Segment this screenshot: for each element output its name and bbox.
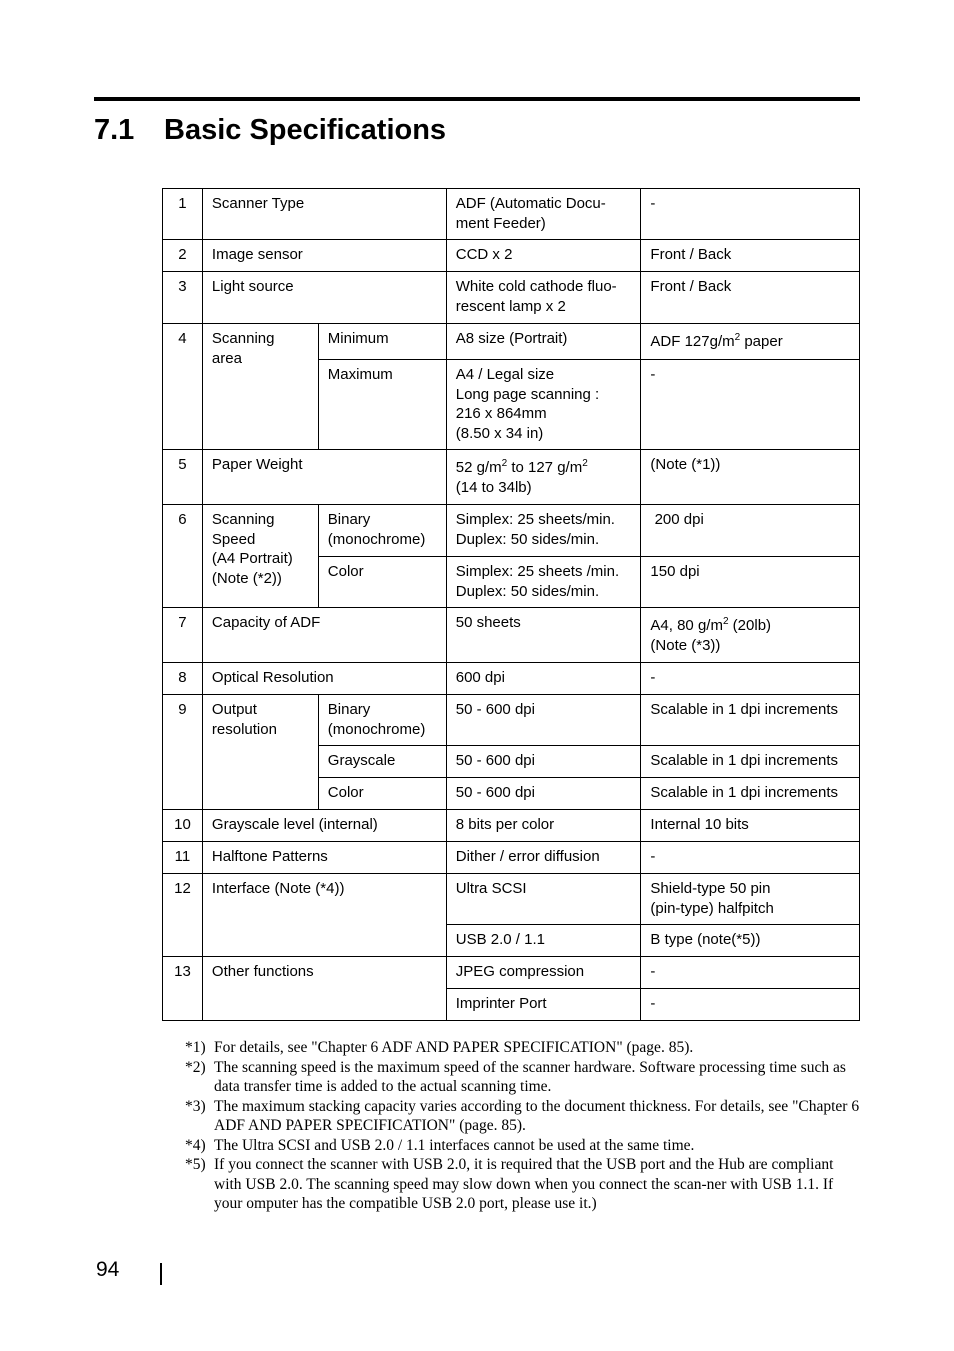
spec-value: White cold cathode fluo- rescent lamp x 2 [446, 272, 641, 324]
spec-item: Scanning Speed (A4 Portrait) (Note (*2)) [202, 505, 318, 608]
spec-remark: Scalable in 1 dpi increments [641, 778, 860, 810]
spec-value: 50 - 600 dpi [446, 778, 641, 810]
spec-value: 600 dpi [446, 663, 641, 695]
table-row [163, 608, 860, 663]
row-number: 8 [163, 663, 203, 695]
section-title-text: Basic Specifications [164, 114, 447, 146]
footnote [185, 1097, 860, 1136]
spec-remark: Front / Back [641, 272, 860, 324]
spec-value: A8 size (Portrait) [446, 324, 641, 360]
spec-remark: - [641, 189, 860, 240]
table-row [163, 189, 860, 240]
footnote-mark: *2) [185, 1058, 206, 1076]
table-row [163, 842, 860, 874]
spec-value: CCD x 2 [446, 240, 641, 272]
row-number: 13 [163, 957, 203, 1021]
spec-subitem: Binary (monochrome) [318, 695, 446, 746]
row-number: 1 [163, 189, 203, 240]
footnote-text: The maximum stacking capacity varies according to the document thickness. For details, see "Chapter 6 ADF AND PAPER SPECIFICATION" (page. 85). [214, 1097, 860, 1134]
spec-item: Paper Weight [202, 450, 446, 505]
footnote-mark: *3) [185, 1097, 206, 1115]
row-number: 7 [163, 608, 203, 663]
spec-remark: Shield-type 50 pin (pin-type) halfpitch [641, 874, 860, 925]
page-number: 94 [96, 1258, 120, 1281]
spec-value: 50 - 600 dpi [446, 746, 641, 778]
spec-remark: Front / Back [641, 240, 860, 272]
spec-remark: Scalable in 1 dpi increments [641, 746, 860, 778]
table-row [163, 695, 860, 746]
footnote-text: For details, see "Chapter 6 ADF AND PAPER SPECIFICATION" (page. 85). [214, 1039, 694, 1056]
table-row [163, 874, 860, 925]
footnote-mark: *4) [185, 1136, 206, 1154]
footnote [185, 1038, 860, 1058]
row-number: 5 [163, 450, 203, 505]
table-row [163, 272, 860, 324]
footnote-text: The Ultra SCSI and USB 2.0 / 1.1 interfaces cannot be used at the same time. [214, 1136, 695, 1154]
spec-remark: ADF $127g/m^2$ paper [641, 324, 860, 360]
table-row [163, 663, 860, 695]
spec-value: 50 - 600 dpi [446, 695, 641, 746]
footnote [185, 1058, 860, 1097]
spec-item: Grayscale level (internal) [202, 810, 446, 842]
footnote [185, 1155, 860, 1214]
spec-remark: - [641, 360, 860, 450]
spec-item: Scanner Type [202, 189, 446, 240]
spec-remark: A4, 80 $g/m^2$ (20lb) (Note (*3)) [641, 608, 860, 663]
section-number: 7.1 [94, 114, 135, 146]
spec-value: Simplex: 25 sheets /min. Duplex: 50 sides/min. [446, 557, 641, 608]
spec-remark: 200 dpi [641, 505, 860, 557]
row-number: 6 [163, 505, 203, 608]
spec-subitem: Binary (monochrome) [318, 505, 446, 557]
spec-value: Ultra SCSI [446, 874, 641, 925]
row-number: 3 [163, 272, 203, 324]
spec-item: Output resolution [202, 695, 318, 810]
spec-subitem: Minimum [318, 324, 446, 360]
spec-remark: - [641, 989, 860, 1021]
spec-value: Simplex: 25 sheets/min. Duplex: 50 sides/min. [446, 505, 641, 557]
spec-item: Optical Resolution [202, 663, 446, 695]
row-number: 12 [163, 874, 203, 957]
spec-value: A4 / Legal size Long page scanning : 216 x 864mm (8.50 x 34 in) [446, 360, 641, 450]
table-row [163, 324, 860, 360]
section-title [94, 114, 446, 147]
spec-subitem: Maximum [318, 360, 446, 450]
table-row [163, 957, 860, 989]
page-number-divider [160, 1263, 162, 1285]
spec-item: Scanning area [202, 324, 318, 450]
spec-remark: - [641, 842, 860, 874]
spec-remark: B type (note(*5)) [641, 925, 860, 957]
table-row [163, 810, 860, 842]
footnote-mark: *5) [185, 1156, 206, 1173]
row-number: 4 [163, 324, 203, 450]
spec-item: Interface (Note (*4)) [202, 874, 446, 957]
footnote [185, 1136, 860, 1156]
spec-remark: 150 dpi [641, 557, 860, 608]
spec-remark: - [641, 957, 860, 989]
spec-remark: - [641, 663, 860, 695]
spec-value: Dither / error diffusion [446, 842, 641, 874]
spec-item: Image sensor [202, 240, 446, 272]
spec-value: 50 sheets [446, 608, 641, 663]
spec-remark: Internal 10 bits [641, 810, 860, 842]
spec-subitem: Color [318, 557, 446, 608]
spec-subitem: Color [318, 778, 446, 810]
spec-item: Capacity of ADF [202, 608, 446, 663]
footnote-mark: *1) [185, 1039, 206, 1056]
spec-value: USB 2.0 / 1.1 [446, 925, 641, 957]
spec-item: Other functions [202, 957, 446, 1021]
top-rule [94, 97, 860, 101]
row-number: 9 [163, 695, 203, 810]
spec-value: JPEG compression [446, 957, 641, 989]
row-number: 2 [163, 240, 203, 272]
table-row [163, 505, 860, 557]
footnote-text: If you connect the scanner with USB 2.0, it is required that the USB port and the Hub are compliant with USB 2.0. The scanning speed may slow down when you connect the scan-ner with USB 1.1. If your omputer has the compatible USB 2.0 port, please use it.) [214, 1156, 834, 1212]
spec-remark: (Note (*1)) [641, 450, 860, 505]
spec-value: 52 $g/m^2$ to 127 $g/m^2$ (14 to 34lb) [446, 450, 641, 505]
row-number: 10 [163, 810, 203, 842]
spec-item: Halftone Patterns [202, 842, 446, 874]
spec-value: ADF (Automatic Docu- ment Feeder) [446, 189, 641, 240]
row-number: 11 [163, 842, 203, 874]
spec-subitem: Grayscale [318, 746, 446, 778]
footnote-text: The scanning speed is the maximum speed of the scanner hardware. Software processing time such as data transfer time is added to the actual scanning time. [214, 1058, 846, 1095]
table-row [163, 240, 860, 272]
spec-item: Light source [202, 272, 446, 324]
footnotes [185, 1038, 860, 1214]
spec-value: Imprinter Port [446, 989, 641, 1021]
table-row [163, 450, 860, 505]
spec-value: 8 bits per color [446, 810, 641, 842]
spec-remark: Scalable in 1 dpi increments [641, 695, 860, 746]
spec-table [162, 188, 860, 1021]
